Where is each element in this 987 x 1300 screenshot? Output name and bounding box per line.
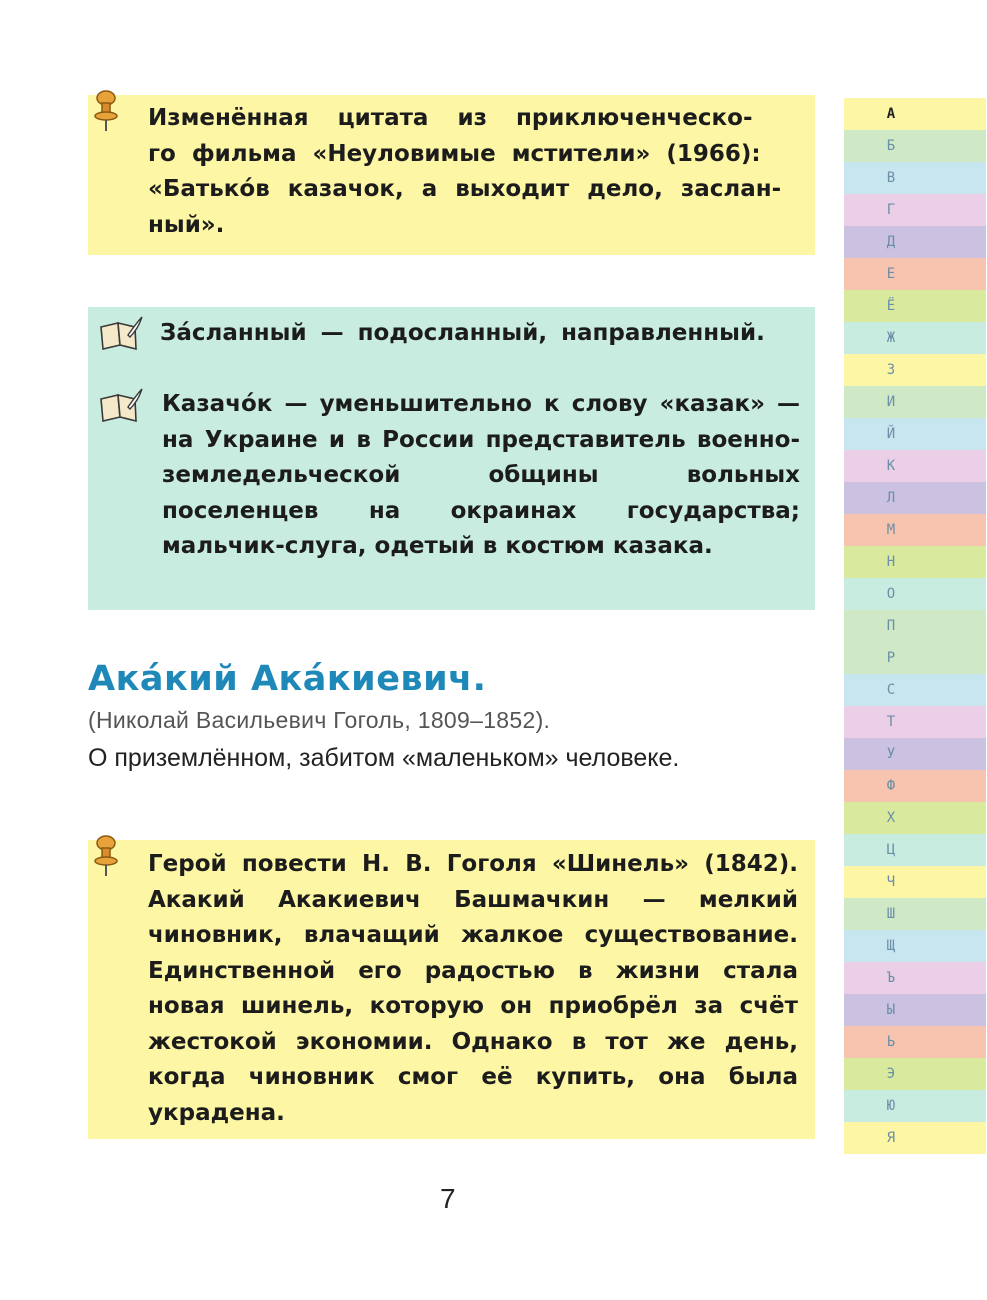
entry-meaning: О приземлённом, забитом «маленьком» человеке.	[88, 744, 680, 772]
alphabet-tab[interactable]: Ж	[844, 322, 986, 354]
alphabet-tab[interactable]: Ц	[844, 834, 986, 866]
alphabet-tab[interactable]: Р	[844, 642, 986, 674]
alphabet-tab[interactable]: Х	[844, 802, 986, 834]
pushpin-icon	[92, 89, 120, 133]
alphabet-tab[interactable]: Щ	[844, 930, 986, 962]
note-line: Изменённая цитата из приключенческо-	[148, 105, 753, 131]
definition-item	[160, 316, 800, 352]
alphabet-index	[844, 98, 986, 1154]
definition-term: Казачо́к	[162, 391, 273, 417]
alphabet-tab[interactable]: Т	[844, 706, 986, 738]
definition-item	[162, 387, 800, 565]
page-number: 7	[440, 1183, 456, 1214]
alphabet-tab[interactable]: Я	[844, 1122, 986, 1154]
alphabet-tab[interactable]: З	[844, 354, 986, 386]
alphabet-tab[interactable]: Ы	[844, 994, 986, 1026]
book-quill-icon	[98, 387, 144, 423]
entry-title: Ака́кий Ака́киевич.	[88, 659, 487, 699]
alphabet-tab[interactable]: Ш	[844, 898, 986, 930]
pushpin-icon	[92, 834, 120, 878]
alphabet-tab[interactable]: Н	[844, 546, 986, 578]
definition-text: — уменьшительно к слову «казак» — на Украине и в России представитель военно-земледельческой общины вольных поселенцев на окраинах государства; мальчик-слуга, одетый в костюм казака.	[162, 391, 800, 559]
alphabet-tab[interactable]: М	[844, 514, 986, 546]
entry-source: (Николай Васильевич Гоголь, 1809–1852).	[88, 707, 551, 733]
alphabet-tab[interactable]: Ч	[844, 866, 986, 898]
definitions-box	[88, 307, 815, 610]
alphabet-tab[interactable]: Ь	[844, 1026, 986, 1058]
note-line: ный».	[148, 211, 225, 238]
alphabet-tab[interactable]: Б	[844, 130, 986, 162]
definition-term: За́сланный	[160, 320, 307, 346]
alphabet-tab[interactable]: В	[844, 162, 986, 194]
alphabet-tab[interactable]: Е	[844, 258, 986, 290]
note-line: го фильма «Неуловимые мстители» (1966):	[148, 140, 761, 167]
alphabet-tab[interactable]: К	[844, 450, 986, 482]
quote-note-box	[88, 95, 815, 255]
story-note-text: Герой повести Н. В. Гоголя «Шинель» (1842). Акакий Акакиевич Башмачкин — мелкий чиновник, влачащий жалкое существование. Единственной его радостью в жизни стала новая шинель, которую он приобрёл за счёт жестокой экономии. Однако в тот же день, когда чиновник смог её купить, она была украдена.	[148, 851, 798, 1126]
alphabet-tab[interactable]: Ё	[844, 290, 986, 322]
alphabet-tab[interactable]: У	[844, 738, 986, 770]
definition-text: — подосланный, направленный.	[320, 320, 765, 346]
alphabet-tab[interactable]: П	[844, 610, 986, 642]
quote-note-text	[148, 101, 798, 243]
alphabet-tab[interactable]: Ф	[844, 770, 986, 802]
note-line: «Батько́в казачок, а выходит дело, заслан-	[148, 176, 782, 202]
alphabet-tab[interactable]: О	[844, 578, 986, 610]
alphabet-tab[interactable]: Д	[844, 226, 986, 258]
alphabet-tab[interactable]: И	[844, 386, 986, 418]
alphabet-tab[interactable]: С	[844, 674, 986, 706]
story-note-box	[88, 840, 815, 1139]
alphabet-tab[interactable]: Г	[844, 194, 986, 226]
alphabet-tab[interactable]: Ю	[844, 1090, 986, 1122]
alphabet-tab[interactable]: Й	[844, 418, 986, 450]
alphabet-tab[interactable]: Л	[844, 482, 986, 514]
alphabet-tab[interactable]: Э	[844, 1058, 986, 1090]
book-quill-icon	[98, 315, 144, 351]
alphabet-tab[interactable]: Ъ	[844, 962, 986, 994]
alphabet-tab[interactable]: А	[844, 98, 986, 130]
